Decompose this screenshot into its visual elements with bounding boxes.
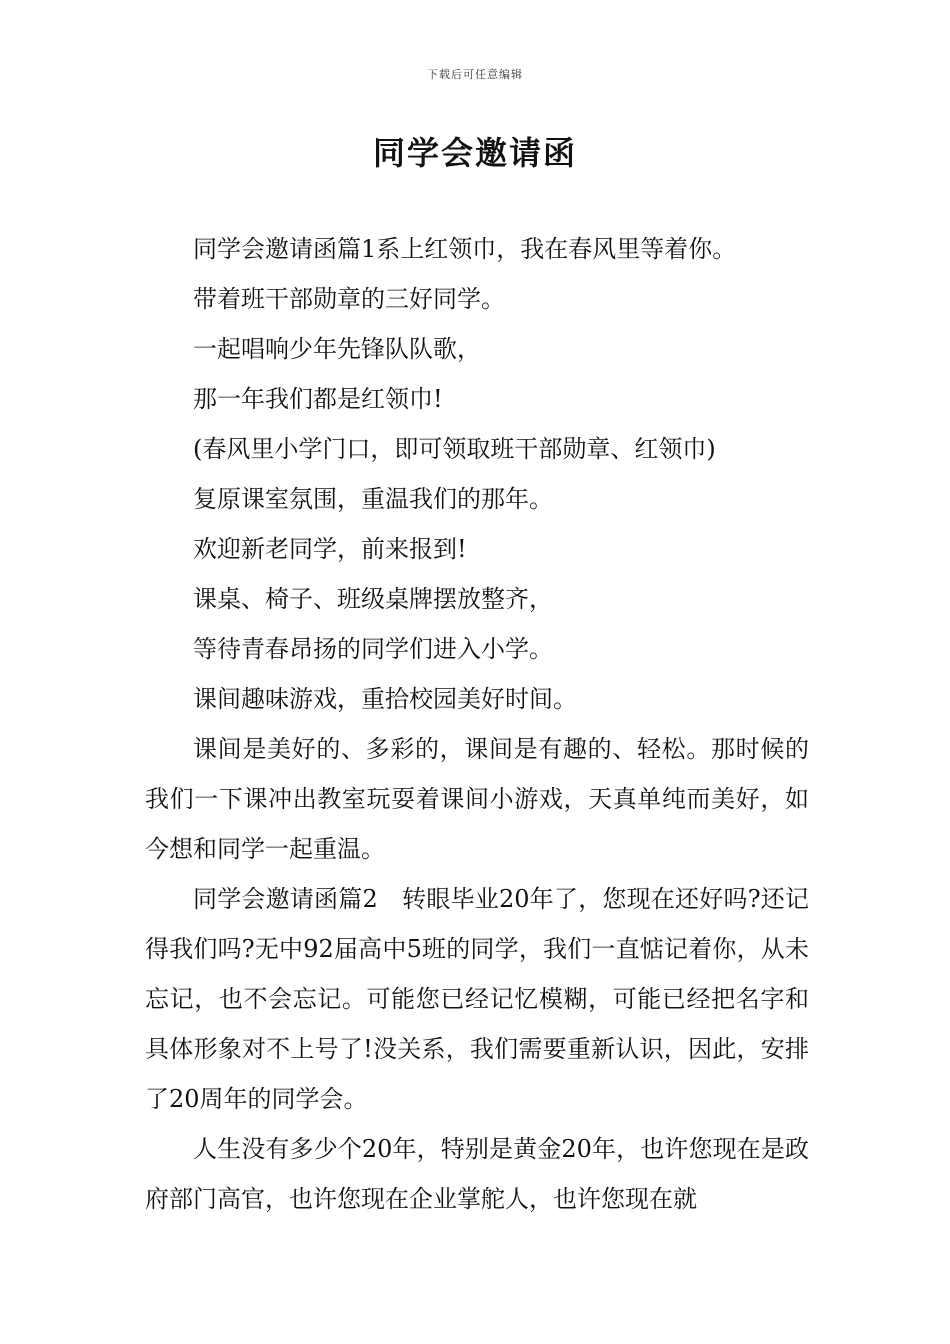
paragraph: 复原课室氛围，重温我们的那年。 xyxy=(193,485,553,513)
paragraph: 课间趣味游戏，重拾校园美好时间。 xyxy=(193,685,577,713)
paragraph: 欢迎新老同学，前来报到! xyxy=(193,535,467,563)
header-note: 下载后可任意编辑 xyxy=(427,68,523,81)
document-title: 同学会邀请函 xyxy=(372,134,577,172)
paragraph: 那一年我们都是红领巾! xyxy=(193,385,443,413)
document-body xyxy=(145,224,809,1224)
paragraph: 同学会邀请函篇2 转眼毕业20年了，您现在还好吗?还记得我们吗?无中92届高中5班的同学，我们一直惦记着你，从未忘记，也不会忘记。可能您已经记忆模糊，可能已经把名字和具体形象对不上号了!没关系，我们需要重新认识，因此，安排了20周年的同学会。 xyxy=(145,885,809,1113)
paragraph: 课间是美好的、多彩的，课间是有趣的、轻松。那时候的我们一下课冲出教室玩耍着课间小游戏，天真单纯而美好，如今想和同学一起重温。 xyxy=(145,735,809,863)
paragraph: 课桌、椅子、班级桌牌摆放整齐， xyxy=(193,585,553,613)
paragraph: 同学会邀请函篇1系上红领巾，我在春风里等着你。 xyxy=(193,235,737,263)
paragraph: 等待青春昂扬的同学们进入小学。 xyxy=(193,635,553,663)
paragraph: 带着班干部勋章的三好同学。 xyxy=(193,285,505,313)
paragraph: 人生没有多少个20年，特别是黄金20年，也许您现在是政府部门高官，也许您现在企业掌舵人，也许您现在就 xyxy=(145,1135,809,1213)
paragraph: (春风里小学门口，即可领取班干部勋章、红领巾) xyxy=(193,435,716,463)
paragraph: 一起唱响少年先锋队队歌， xyxy=(193,335,481,363)
